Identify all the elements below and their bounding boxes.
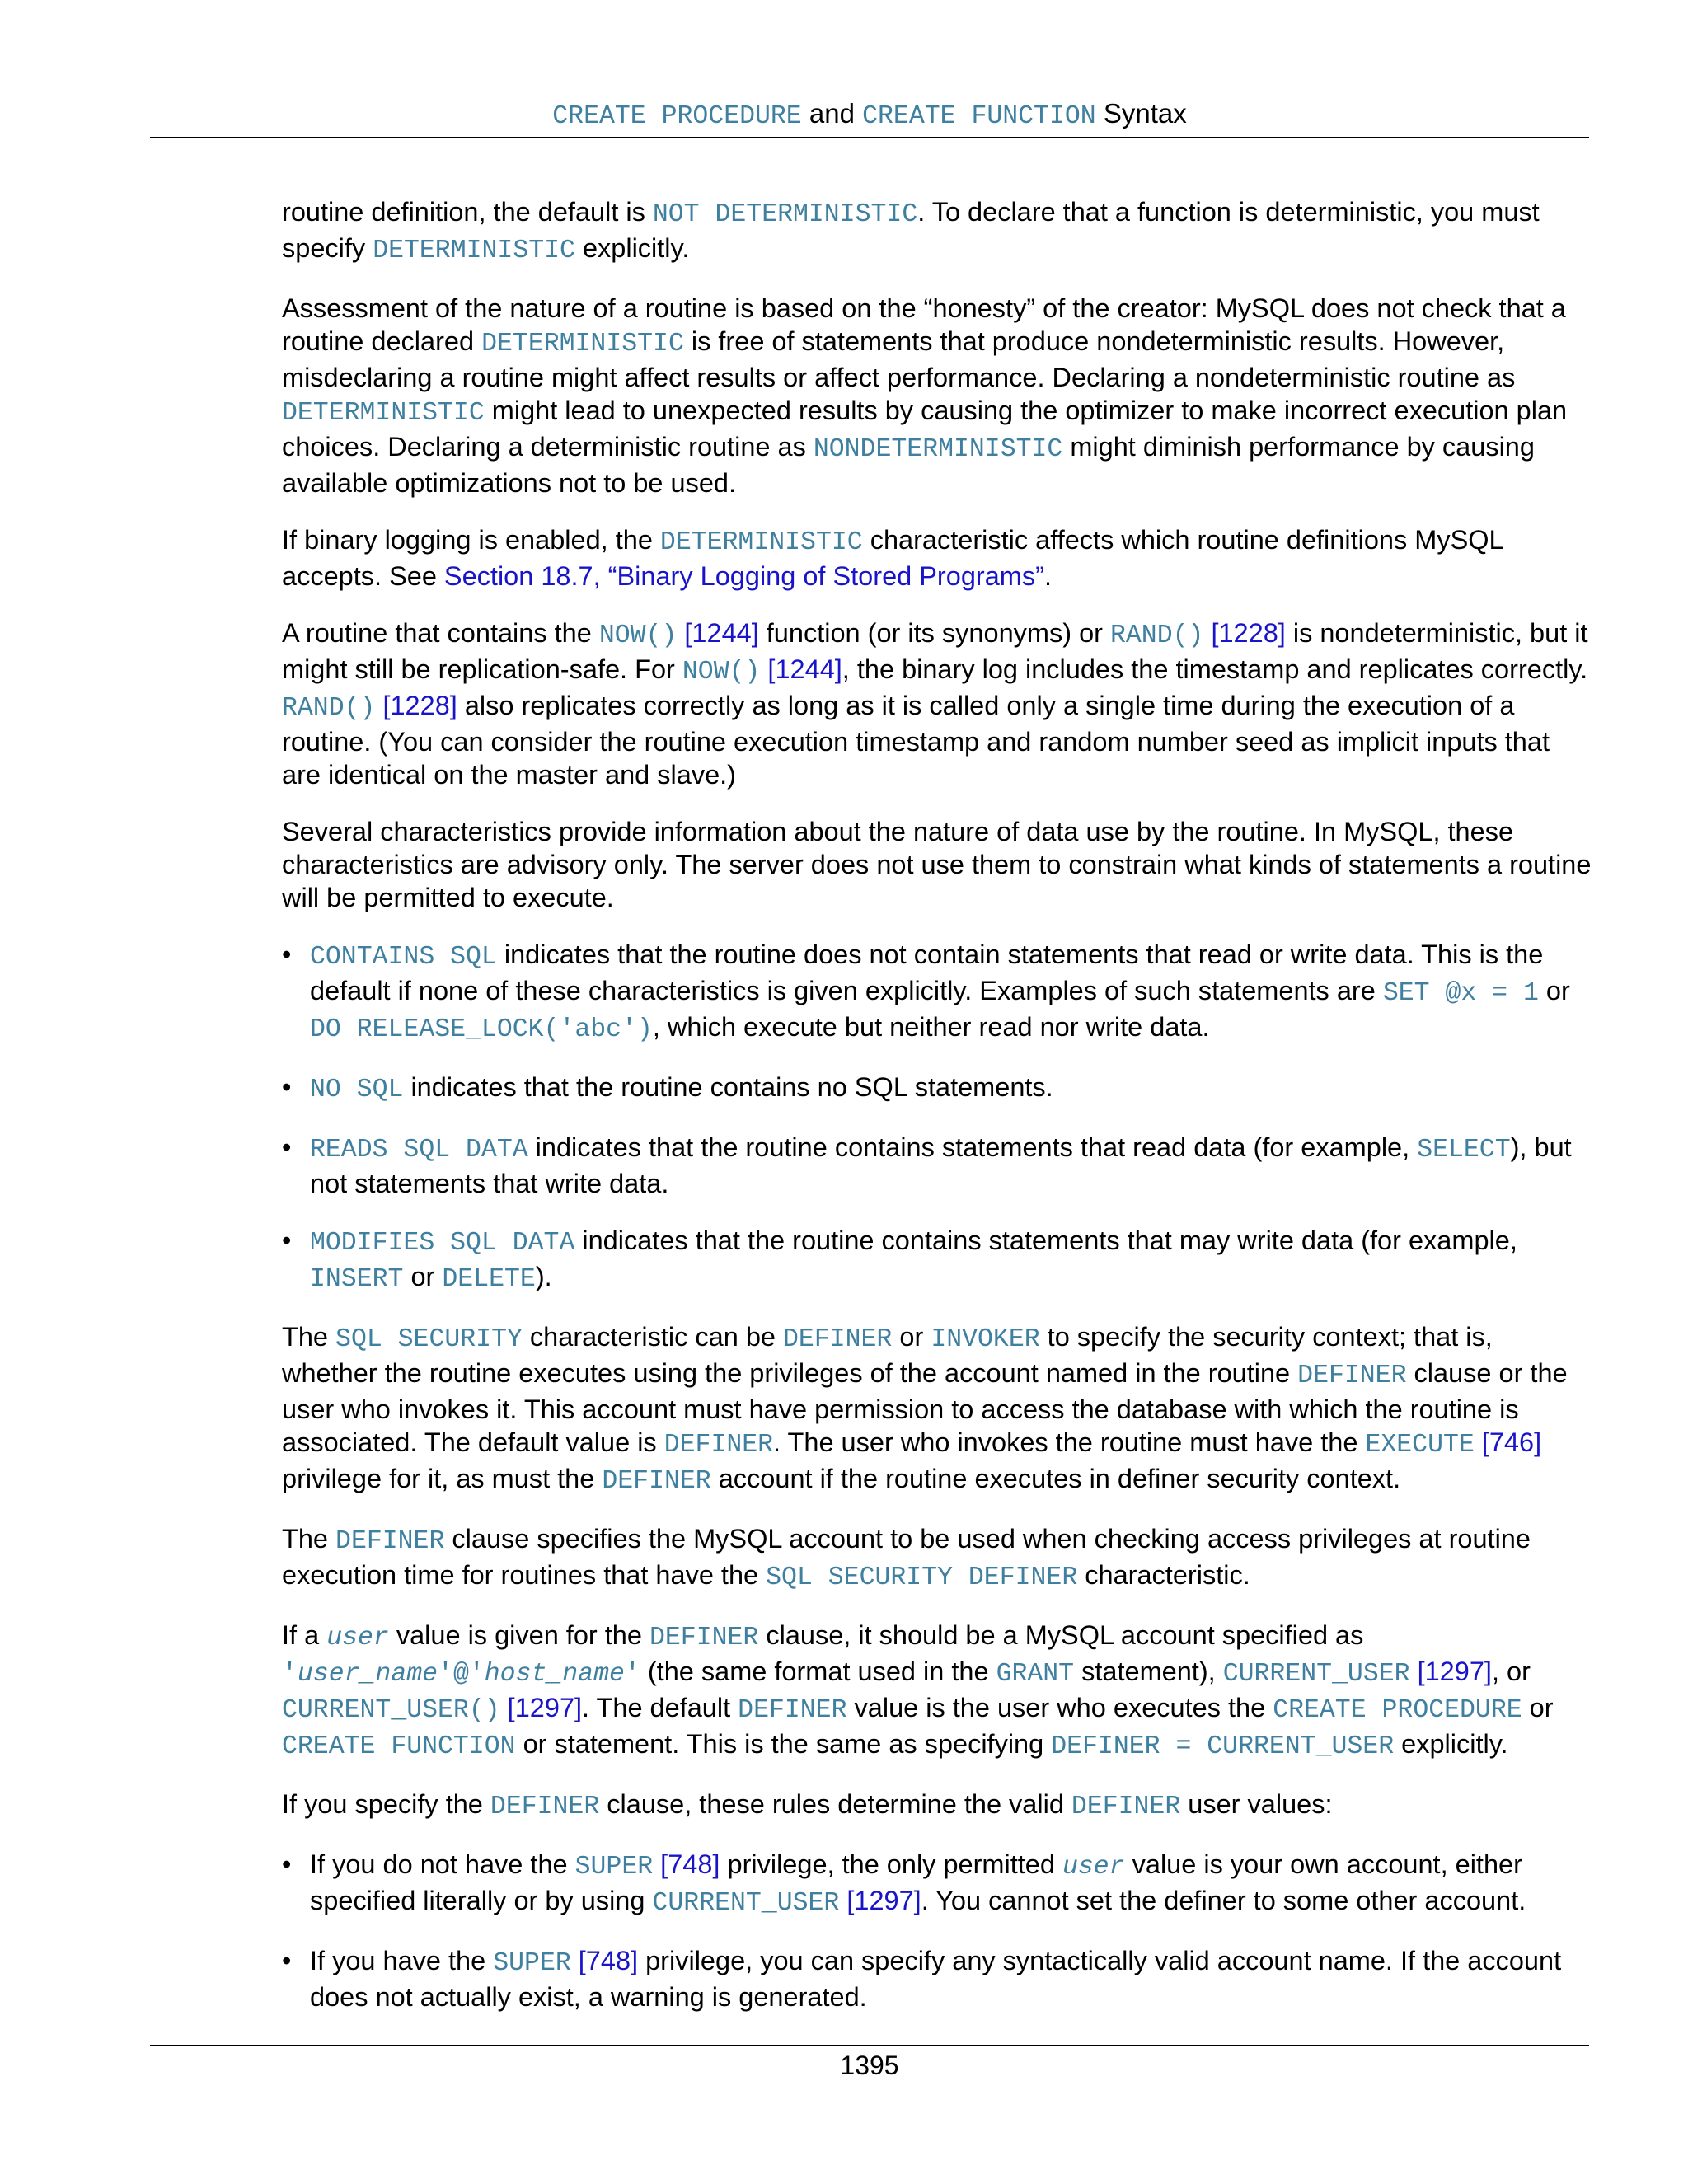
bullet-icon: • bbox=[282, 1072, 292, 1102]
link-page-ref[interactable]: [1228] bbox=[1203, 618, 1286, 648]
paragraph-binary-logging: If binary logging is enabled, the DETERMINISTIC characteristic affects which routine definitions MySQL accepts. See Section 18.7, “Binary Logging of Stored Programs”. bbox=[282, 525, 1503, 591]
bullet-icon: • bbox=[282, 940, 292, 969]
link-page-ref[interactable]: [1297] bbox=[499, 1693, 583, 1722]
link-page-ref[interactable]: [748] bbox=[653, 1849, 720, 1879]
link-page-ref[interactable]: [1297] bbox=[1409, 1657, 1492, 1686]
header-code-create-function: CREATE FUNCTION bbox=[862, 102, 1096, 131]
link-page-ref[interactable]: [1228] bbox=[375, 691, 457, 720]
link-page-ref[interactable]: [748] bbox=[570, 1946, 639, 1975]
link-page-ref[interactable]: [1244] bbox=[677, 618, 759, 648]
list-item: • MODIFIES SQL DATA indicates that the routine contains statements that may write data (for example, INSERT or DELETE). bbox=[282, 1226, 1517, 1294]
header-divider bbox=[150, 137, 1589, 138]
definer-rules-list bbox=[282, 1848, 1592, 2013]
page-content bbox=[282, 195, 1592, 2037]
paragraph-user-value: If a user value is given for the DEFINER clause, it should be a MySQL account specified as 'user_name'@'host_name' (the same format used in the GRANT statement), CURRENT_USER [1297], or CURRENT_USER() [1297]. The default DEFINER value is the user who executes the CREATE PROCEDURE or CREATE FUNCTION or statement. This is the same as specifying DEFINER = CURRENT_USER explicitly. bbox=[282, 1620, 1554, 1761]
bullet-icon: • bbox=[282, 1849, 292, 1879]
list-item: • READS SQL DATA indicates that the routine contains statements that read data (for example, SELECT), but not statements that write data. bbox=[282, 1132, 1572, 1198]
characteristics-list bbox=[282, 938, 1592, 1296]
paragraph-now-rand: A routine that contains the NOW() [1244] function (or its synonyms) or RAND() [1228] is nondeterministic, but it might still be replication-safe. For NOW() [1244], the binary log includes the timestamp and replicates correctly. RAND() [1228] also replicates correctly as long as it is called only a single time during the execution of a routine. (You can consider the routine execution timestamp and random number seed as implicit inputs that are identical on the master and slave.) bbox=[282, 618, 1588, 790]
bullet-icon: • bbox=[282, 1946, 292, 1975]
paragraph-sql-security: The SQL SECURITY characteristic can be DEFINER or INVOKER to specify the security context; that is, whether the routine executes using the privileges of the account named in the routine DEFINER clause or the user who invokes it. This account must have permission to access the database with which the routine is associated. The default value is DEFINER. The user who invokes the routine must have the EXECUTE [746] privilege for it, as must the DEFINER account if the routine executes in definer security context. bbox=[282, 1322, 1568, 1496]
paragraph-characteristics: Several characteristics provide information about the nature of data use by the routine. In MySQL, these characteristics are advisory only. The server does not use them to constrain what kinds of statements a routine will be permitted to execute. bbox=[282, 817, 1592, 912]
list-item: • NO SQL indicates that the routine contains no SQL statements. bbox=[282, 1072, 1053, 1104]
list-item: • If you do not have the SUPER [748] privilege, the only permitted user value is your own account, either specified literally or by using CURRENT_USER [1297]. You cannot set the definer to some other account. bbox=[282, 1849, 1526, 1918]
list-item: • If you have the SUPER [748] privilege, you can specify any syntactically valid account name. If the account does not actually exist, a warning is generated. bbox=[282, 1946, 1562, 2012]
paragraph-deterministic-default: routine definition, the default is NOT DETERMINISTIC. To declare that a function is deterministic, you must specify DETERMINISTIC explicitly. bbox=[282, 197, 1540, 265]
page-number: 1395 bbox=[840, 2050, 899, 2080]
link-binary-logging-section[interactable]: Section 18.7, “Binary Logging of Stored Programs” bbox=[443, 561, 1044, 591]
footer-divider bbox=[150, 2045, 1589, 2046]
bullet-icon: • bbox=[282, 1132, 292, 1162]
link-page-ref[interactable]: [1244] bbox=[760, 654, 842, 684]
paragraph-definer-clause: The DEFINER clause specifies the MySQL account to be used when checking access privileges at routine execution time for routines that have the SQL SECURITY DEFINER characteristic. bbox=[282, 1524, 1531, 1592]
bullet-icon: • bbox=[282, 1226, 292, 1255]
link-page-ref[interactable]: [746] bbox=[1474, 1427, 1542, 1457]
paragraph-assessment: Assessment of the nature of a routine is based on the “honesty” of the creator: MySQL does not check that a routine declared DETERMINISTIC is free of statements that produce nondeterministic results. However, misdeclaring a routine might affect results or affect performance. Declaring a nondeterministic routine as DETERMINISTIC might lead to unexpected results by causing the optimizer to make incorrect execution plan choices. Declaring a deterministic routine as NONDETERMINISTIC might diminish performance by causing available optimizations not to be used. bbox=[282, 293, 1568, 498]
list-item: • CONTAINS SQL indicates that the routine does not contain statements that read or write data. This is the default if none of these characteristics is given explicitly. Examples of such statements are SET @x = 1 or DO RELEASE_LOCK('abc'), which execute but neither read nor write data. bbox=[282, 940, 1570, 1044]
link-page-ref[interactable]: [1297] bbox=[839, 1886, 921, 1915]
page-header: CREATE PROCEDURE and CREATE FUNCTION Syntax bbox=[552, 98, 1187, 131]
header-code-create-procedure: CREATE PROCEDURE bbox=[552, 102, 802, 131]
paragraph-definer-rules: If you specify the DEFINER clause, these rules determine the valid DEFINER user values: bbox=[282, 1789, 1333, 1821]
account-format-code: 'user_name'@'host_name' bbox=[282, 1660, 640, 1689]
